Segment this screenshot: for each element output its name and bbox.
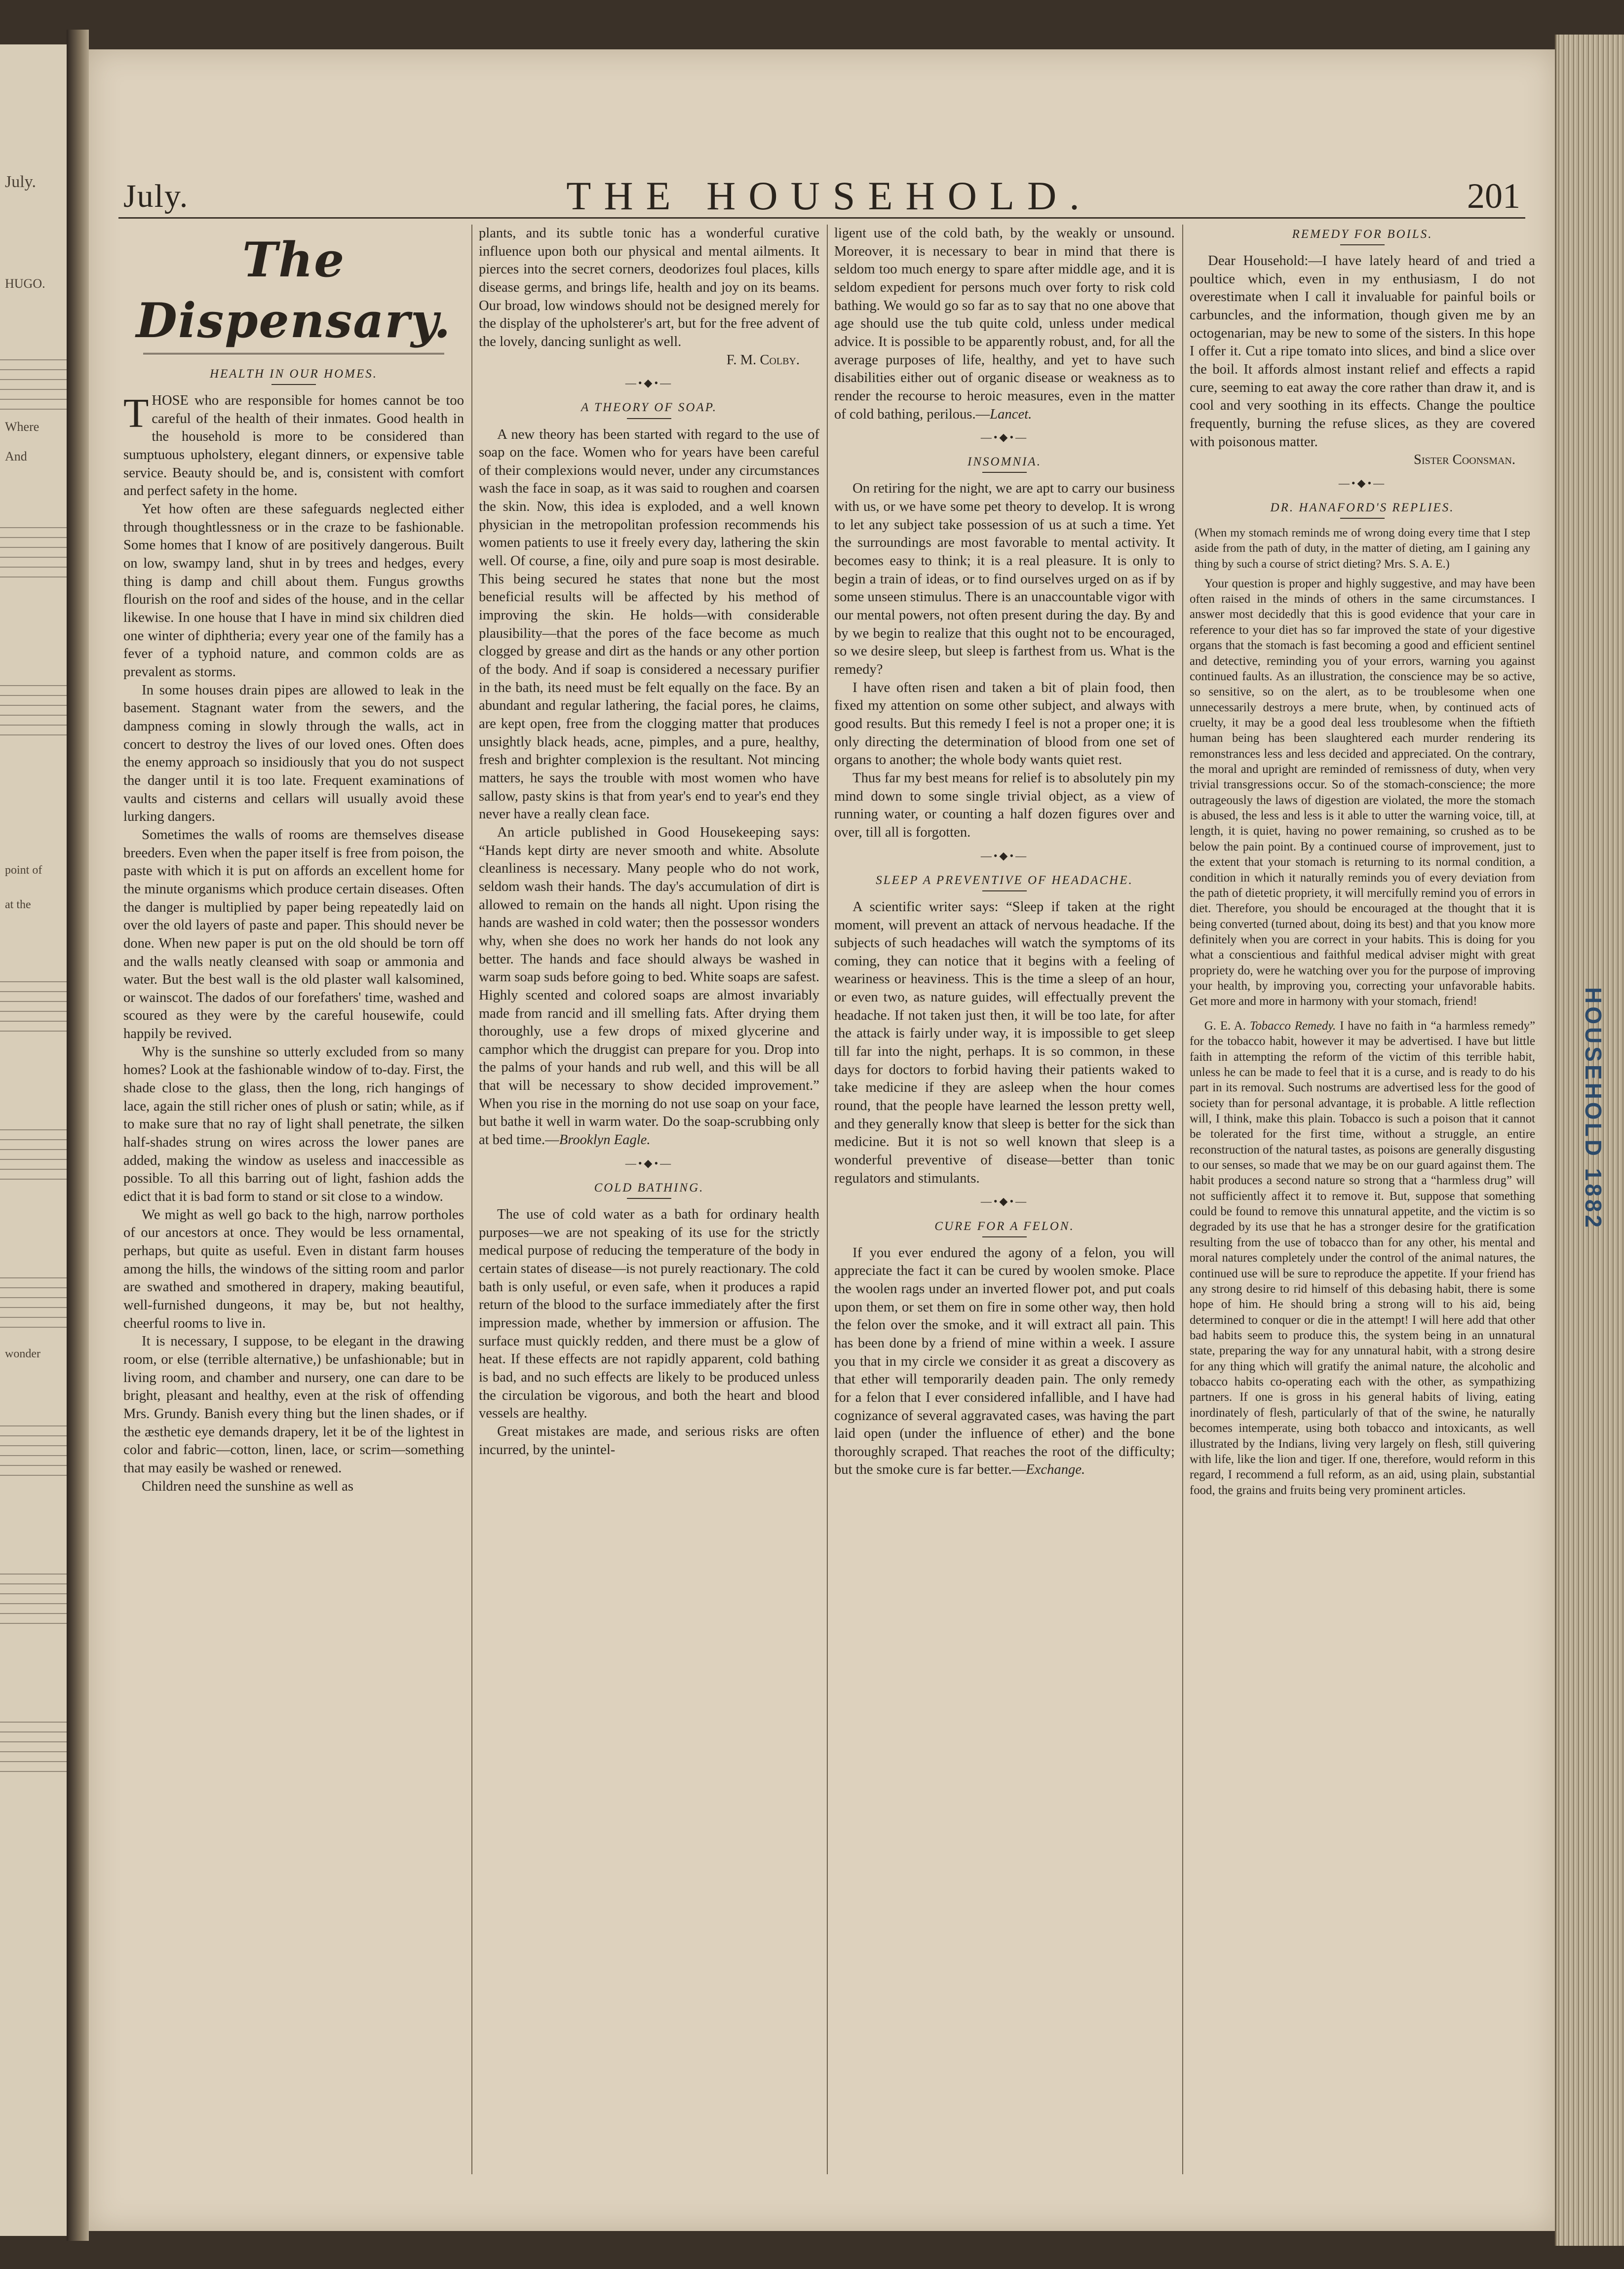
column-3 <box>834 225 1175 2174</box>
divider-ornament: —•◆•— <box>980 431 1029 444</box>
column-rule <box>471 225 472 2174</box>
author-signature: Sister Coonsman. <box>1414 452 1515 468</box>
column-rule <box>1182 225 1183 2174</box>
column-rule <box>827 225 828 2174</box>
issue-month: July. <box>123 178 189 214</box>
article-paragraph: plants, and its subtle tonic has a wonderful curative influence upon both our physical and mental ailments. It pierces into the secret corners, deodorizes foul places, kills disease germs, and brings life, health and joy on its beams. Our broad, low windows should not be designed merely for the display of the upholsterer's art, but for the free advent of the lovely, dancing sunlight as well. <box>479 226 819 349</box>
article-paragraph: An article published in Good Housekeeping says: “Hands kept dirty are never smooth and white. Absolute cleanliness is necessary. Many people who do not work, seldom wash their hands. The day's accumulation of dirt is allowed to remain on the hands all night. Upon rising the hands are washed in cold water; then the possessor wonders why, when she does no work her hands do not look any better. The hands and face should always be washed in warm soap suds before going to bed. White soaps are safest. Highly scented and colored soaps are almost invariably made from rancid and ill smelling fats. After drying them thoroughly, use a few drops of mixed glycerine and camphor which the druggist can prepare for you. Drop into the palms of your hands and rub well, and this will be all that will be necessary to show decided improvement.” When you rise in the morning do not use soap on your face, but bathe it well in warm water. Do the soap-scrubbing only at bed time.—Brooklyn Eagle. <box>479 824 819 1148</box>
article-title: HEALTH IN OUR HOMES. <box>209 367 378 381</box>
book-gutter <box>67 30 89 2241</box>
music-staff <box>0 518 67 577</box>
source-credit: Lancet. <box>990 406 1032 422</box>
spine-label: HOUSEHOLD 1882 <box>1581 987 1606 1231</box>
article-paragraph: THOSE who are responsible for homes cannot be too careful of the health of their inmates. Good health in the household is more to be considered than sumptuous upholstery, elegant dinners, or expensive table service. Beauty should be, and is, consistent with comfort and perfect safety in the home. <box>123 390 464 499</box>
article-paragraph: If you ever endured the agony of a felon, you will appreciate the fact it can be cured by woolen smoke. Place the woolen rags under an inverted flower pot, and put coals upon them, or set them on fire in some other way, then hold the felon over the smoke, and it will extract all pain. This has been done by a friend of mine within a week. I assure you that in my circle we consider it as great a discovery as that ether will temporarily deaden pain. The only remedy for a felon that I ever considered infallible, and I have had cognizance of several aggravated cases, was having the part laid open (under the influence of ether) and the bone thoroughly scraped. That reaches the root of the difficulty; but the smoke cure is far better.—Exchange. <box>834 1245 1175 1478</box>
divider-ornament: —•◆•— <box>1338 476 1387 489</box>
title-rule <box>982 1236 1027 1237</box>
article-paragraph: On retiring for the night, we are apt to carry our business with us, or we have some pet theory to develop. It is wrong to let any subject take possession of us at such a time. Yet the surroundings are most favorable to mental activity. It becomes easy to think; it is a real pleasure. It is only to begin a train of ideas, or to find ourselves urged on as if by some unseen stimulus. There is an unaccountable vigor with our mental powers, not often present during the day. By and by we begin to realize that this ought not to be encouraged, so we desire sleep, but sleep is farthest from us. What is the remedy? <box>834 481 1175 678</box>
article-paragraph: A new theory has been started with regard to the use of soap on the face. Women who for years have been careful of their complexions would never, under any circumstances wash the face in soap, as it was said to roughen and coarsen the skin. Now, this idea is exploded, and a well known physician in the metropolitan profession recommends his women patients to use it freely every day, lathering the skin well. Of course, a fine, oily and pure soap is most desirable. This being secured he states that none but the most beneficial results will be affected by his method of improving the skin. He holds—with considerable plausibility—that the pores of the face become as much clogged by grease and dirt as the hands or any other portion of the body. And if soap is considered a necessary purifier in the bath, its need must be felt equally on the face. By an abundant and regular lathering, the facial pores, he claims, are kept open, free from the clogging matter that produces unsightly black heads, acne, pimples, and a pure, healthy, fresh and brighter complexion is the resultant. Not mincing matters, he says the trouble with most women who have sallow, pasty skins is that from year's end to year's end they never have a really clean face. <box>479 426 819 822</box>
music-staff <box>0 1120 67 1180</box>
music-staff <box>0 1269 67 1328</box>
article-paragraph: Children need the sunshine as well as <box>142 1478 353 1494</box>
prev-page-fragment: HUGO. <box>5 276 45 291</box>
title-rule <box>982 472 1027 473</box>
article-paragraph: ligent use of the cold bath, by the weakly or unsound. Moreover, it is necessary to bear in mind that there is seldom too much energy to spare after middle age, and it is seldom expedient for persons much over forty to risk cold bathing. We would go so far as to say that no one above that age should use the tub quite cold, unless under medical advice. It is possible to be apparently robust, and, for all the average purposes of life, healthy, and yet to have such disabilities either out of organic disease or weakness as to render the recourse to heroic measures, even in the matter of cold bathing, perilous.—Lancet. <box>834 226 1175 422</box>
article-paragraph: Thus far my best means for relief is to absolutely pin my mind down to some single trivial object, as a view of running water, or counting a half dozen figures over and over, till all is forgotten. <box>834 770 1175 840</box>
article-title: SLEEP A PREVENTIVE OF HEADACHE. <box>876 873 1133 887</box>
column-1 <box>123 225 464 2174</box>
article-paragraph: We might as well go back to the high, narrow portholes of our ancestors at once. They would be less ornamental, perhaps, but quite as useful. Even in distant farm houses among the hills, the windows of the sitting room and parlor are swathed and smothered in drapery, making beautiful, well-furnished dungeons, it may be, but not healthy, cheerful rooms to live in. <box>123 1207 464 1331</box>
divider-ornament: —•◆•— <box>980 849 1029 862</box>
previous-page-edge <box>0 44 68 2236</box>
article-paragraph: A scientific writer says: “Sleep if taken at the right moment, will prevent an attack of nervous headache. If the subjects of such headaches will watch the symptoms of its coming, they can notice that it begins with a feeling of weariness or heaviness. This is the time a sleep of an hour, or even two, as nature guides, will effectually prevent the headache. If not taken just then, it will be too late, for after the attack is fairly under way, it is impossible to get sleep till far into the night, perhaps. It is so common, in these days for doctors to forbid having their patients waked to take medicine if they are asleep when the hour comes round, that the people have learned the lesson pretty well, and they generally know that sleep is better for the sick than medicine. But it is not so well known that sleep is a wonderful preventive of disease—better than tonic regulators and stimulants. <box>834 899 1175 1186</box>
article-paragraph: It is necessary, I suppose, to be elegant in the drawing room, or else (terrible alternative,) be unfashionable; but in living room, and chamber and nursery, one can dare to be bright, pleasant and healthy, even at the risk of offending Mrs. Grundy. Banish every thing but the linen shades, or if the æsthetic eye demands drapery, let it be of the lightest in color and fabric—cotton, linen, lace, or scrim—something that may easily be washed or renewed. <box>123 1334 464 1476</box>
prev-page-fragment: And <box>5 449 27 463</box>
column-2 <box>479 225 819 2174</box>
article-paragraph: The use of cold water as a bath for ordinary health purposes—we are not speaking of its use for the strictly medical purpose of reducing the temperature of the body in certain states of disease—is not purely reactionary. The cold bath is only useful, or even safe, when it produces a rapid return of the blood to the surface immediately after the first impression made, whether by immersion or affusion. The surface must quickly redden, and there must be a glow of heat. If these effects are not rapidly apparent, cold bathing is bad, and no such effects are likely to be produced unless the circulation be vigorous, and both the heart and blood vessels are healthy. <box>479 1207 819 1422</box>
prev-page-fragment: point of <box>5 864 42 877</box>
article-title: INSOMNIA. <box>967 455 1042 469</box>
title-rule <box>271 384 316 385</box>
article-paragraph: I have often risen and taken a bit of plain food, then fixed my attention on some other subject, and always with good results. But this remedy I feel is not a proper one; it is only directing the determination of blood from one set of organs to another; the whole body wants quiet rest. <box>834 680 1175 768</box>
column-4 <box>1190 225 1535 2174</box>
music-staff <box>0 1565 67 1624</box>
title-rule <box>1340 518 1385 519</box>
article-paragraph: Sometimes the walls of rooms are themselves disease breeders. Even when the paper itself is free from poison, the paste with which it is put on affords an excellent home for the minute organisms which produce certain diseases. Often the danger is multiplied by paper being repeatedly laid on over the old layers of paste and paper. This should never be done. When new paper is put on the old should be torn off and the walls neatly cleansed with soap or ammonia and water. But the best wall is the old plaster wall kalsomined, or wainscot. The dados of our forefathers' time, washed and scoured as they were by the careful housewife, could happily be revived. <box>123 827 464 1042</box>
title-rule <box>627 418 671 419</box>
music-staff <box>0 1713 67 1772</box>
question-initials: G. E. A. <box>1204 1019 1246 1033</box>
prev-page-fragment: at the <box>5 898 31 911</box>
reply-paragraph: G. E. A. Tobacco Remedy. I have no faith in “a harmless remedy” for the tobacco habit, however it may be advertised. I have but little faith in attempting the reform of the victim of this terrible habit, unless he can be made to feel that it is a curse, and is ready to do his part in its removal. Such nostrums are advertised less for the good of society than for personal advantage, it is probable. A little reflection will, I think, make this plain. Tobacco is such a poison that it cannot be tolerated for the first time, without a struggle, an entire reconstruction of the natural tastes, as poisons are generally disgusting to our senses, so made that we may be on our guard against them. The habit produces a second nature so strong that a “harmless drug” will not sufficiently affect it to remove it. But, suppose that something could be found to remove this unnatural appetite, and the victim is so degraded by its use that he has a stronger desire for the gratification resulting from the use of tobacco than for any other, his mental and moral natures completely under the control of the animal natures, the continued use will be sure to reproduce the appetite. If your friend has any strong desire to rid himself of this debasing habit, there is some hope of him. He should bring a strong will to his aid, being determined to conquer or die in the attempt! I will here add that other bad habits seem to produce this, the system being in an unnatural state, preparing the way for any unnatural habit, with a strong desire for any thing which will gratify the animal nature, the alcoholic and tobacco habits co-operating each with the other, as sympathizing partners. If one is gross in his general habits of living, eating inordinately of flesh, particularly of that of the swine, he naturally becomes intemperate, using both tobacco and intoxicants, as well illustrated by the Indians, living very largely on flesh, still quivering with life, like the lion and tiger. If one, therefore, would reform in this regard, I recommend a full reform, as an aid, using plain, substantial food, the grains and fruits being very prominent articles. <box>1190 1019 1535 1497</box>
section-masthead: The Dispensary. <box>136 232 452 349</box>
author-signature: F. M. Colby. <box>726 352 800 368</box>
article-title: DR. HANAFORD'S REPLIES. <box>1270 501 1455 515</box>
title-rule <box>1340 244 1385 245</box>
music-staff <box>0 350 67 410</box>
title-rule <box>627 1198 671 1199</box>
music-staff <box>0 676 67 735</box>
journal-title: THE HOUSEHOLD. <box>566 173 1092 218</box>
divider-ornament: —•◆•— <box>980 1195 1029 1208</box>
header-rule <box>118 217 1525 219</box>
newspaper-page <box>89 49 1555 2231</box>
article-paragraph: In some houses drain pipes are allowed to leak in the basement. Stagnant water from the sewers, and the dampness coming in slowly through the walls, act in concert to destroy the lives of our loved ones. Often does the enemy approach so insidiously that you do not suspect the danger until it is too late. Frequent examinations of vaults and cisterns and cellars will usually avoid these lurking dangers. <box>123 682 464 825</box>
prev-page-fragment: July. <box>5 173 36 191</box>
question-topic: Tobacco Remedy. <box>1249 1019 1336 1033</box>
reader-question: (When my stomach reminds me of wrong doing every time that I step aside from the path of duty, in the matter of dieting, am I gaining any thing by such a course of strict dieting? Mrs. S. A. E.) <box>1195 527 1530 571</box>
article-title: CURE FOR A FELON. <box>934 1219 1075 1233</box>
reply-paragraph: Your question is proper and highly suggestive, and may have been often raised in the minds of others in the same circumstances. I answer most decidedly that this is good evidence that your care in reference to your diet has so far improved the state of your digestive organs that the stomach is fast becoming a good and efficient sentinel and detective, reminding you of your errors, warning you against continued faults. As an illustration, the conscience may be so active, so sensitive, so on the alert, as to be troublesome when one unnecessarily destroys a mere brute, when, by continued acts of cruelty, it may be a good deal less troublesome when the fiftieth human being has been slaughtered each murder rendering its remonstrances less and less decided and appreciated. On the contrary, the moral and upright are reminded of remissness of duty, when very trivial transgressions occur. So of the stomach-conscience; the more outrageously the laws of digestion are violated, the more the stomach is abused, the less and less is it able to utter the warning voice, till, at length, it is quiet, having no power remaining, so crushed as to be below the pain point. By a continued course of improvement, just to the extent that your stomach is returning to its normal condition, a condition in which it naturally reminds you of every deviation from the path of dietetic propriety, it will mercifully remind you of errors in diet. Therefore, you should be encouraged at the thought that it is being converted (turned about, doing its best) and that you know more definitely when you are correct in your habits. This is doing for you what a conscientious and faithful medical adviser might with great propriety do, were he watching over you for the purpose of improving your health, by improving you, correcting your unfavorable habits. Get more and more in harmony with your stomach, friend! <box>1190 577 1535 1008</box>
divider-ornament: —•◆•— <box>625 1156 673 1169</box>
article-title: A THEORY OF SOAP. <box>580 401 718 415</box>
article-paragraph: Dear Household:—I have lately heard of and tried a poultice which, even in my enthusiasm, I do not overestimate when I call it invaluable for painful boils or carbuncles, and the information, though given me by an octogenarian, may be new to some of the sisters. In this hope I offer it. Cut a ripe tomato into slices, and bind a slice over the boil. It affords almost instant relief and effects a rapid cure, seeming to eat away the core rather than draw it, and is cool and very soothing in its effects. Change the poultice frequently, burning the refuse slices, as they are covered with poisonous matter. <box>1190 253 1535 450</box>
source-credit: Exchange. <box>1026 1462 1085 1478</box>
title-rule <box>982 890 1027 891</box>
drop-cap: T <box>123 390 149 437</box>
article-title: REMEDY FOR BOILS. <box>1292 228 1433 241</box>
article-paragraph: Why is the sunshine so utterly excluded from so many homes? Look at the fashionable window of to-day. First, the shade close to the glass, then the long, rich hangings of lace, again the still richer ones of plush or satin; while, as if to make sure that no ray of light shall penetrate, the silken half-shades strung on wires across the lower panes are added, making the window as useless and inaccessible as possible. To all this barring out of light, fashion adds the edict that it is bad form to stand or sit close to a window. <box>123 1044 464 1205</box>
article-title: COLD BATHING. <box>594 1181 704 1194</box>
running-head <box>89 173 1555 217</box>
reply-block <box>1190 576 1535 1498</box>
article-paragraph: Great mistakes are made, and serious risks are often incurred, by the unintel- <box>479 1423 819 1458</box>
music-staff <box>0 1417 67 1476</box>
masthead-rule <box>143 353 444 356</box>
article-paragraph: Yet how often are these safeguards neglected either through thoughtlessness or in the craze to be fashionable. Some homes that I know of are positively dangerous. Built on low, swampy land, shut in by trees and hedges, every thing is damp and chill about them. Fungus growths flourish on the roof and sides of the house, and in the cellar likewise. In one house that I have in mind six children died one winter of diphtheria; every year one of the family has a fever of a typhoid nature, and common colds are as prevalent as storms. <box>123 501 464 680</box>
music-staff <box>0 972 67 1032</box>
page-number: 201 <box>1467 176 1520 216</box>
prev-page-fragment: wonder <box>5 1347 40 1360</box>
prev-page-fragment: Where <box>5 420 39 434</box>
source-credit: Brooklyn Eagle. <box>559 1132 651 1148</box>
divider-ornament: —•◆•— <box>625 377 673 389</box>
